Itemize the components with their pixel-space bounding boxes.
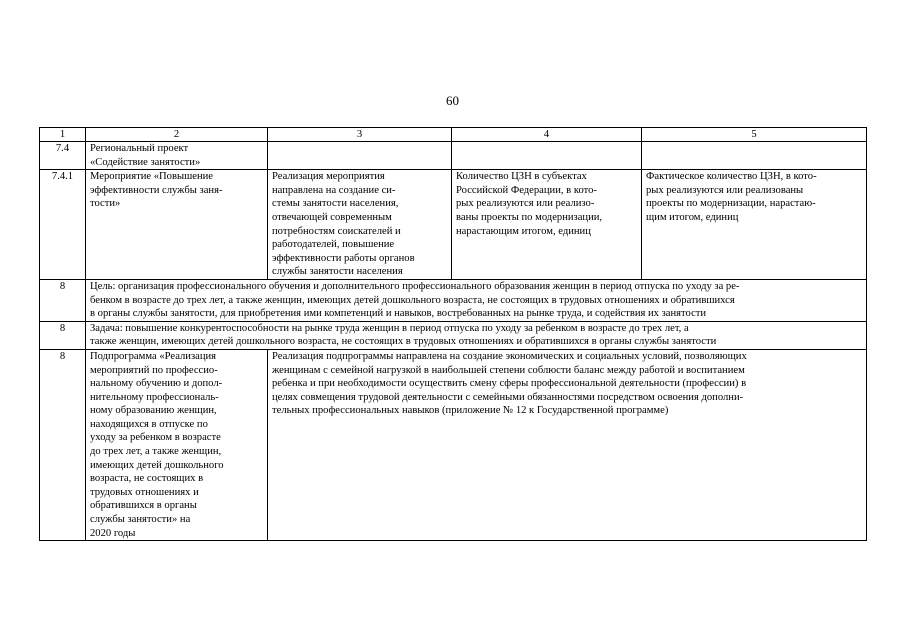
row-indicator	[452, 142, 642, 170]
subprogram-description: Реализация подпрограммы направлена на создание экономических и социальных условий, позволяющих женщинам с семейной нагрузкой в наибольшей степени соблюсти баланс между работой и воспитанием ребенка и при необходимости осуществить смену сферы профессиональной деятельности (профессии) в целях совмещения трудовой деятельности с семейными обязанностями посредством освоения дополни- тельных профессиональных навыков (приложение № 12 к Государственной программе)	[268, 349, 867, 540]
goal-text: Цель: организация профессионального обучения и дополнительного профессионального образования женщин в период отпуска по уходу за ре- бенком в возрасте до трех лет, а также женщин, имеющих детей дошкольного возраста, не состоящих в трудовых отношениях и обратившихся в органы службы занятости, для приобретения ими компетенций и навыков, востребованных на рынке труда, и содействия их занятости	[86, 279, 867, 321]
subprogram-title: Подпрограмма «Реализация мероприятий по профессио- нальному обучению и допол- нительному профессиональ- ному образованию женщин, находящихся в отпуске по уходу за ребенком в возрасте до трех лет, а также женщин, имеющих детей дошкольного возраста, не состоящих в трудовых отношениях и обратившихся в органы службы занятости» на 2020 годы	[86, 349, 268, 540]
row-number: 7.4.1	[40, 170, 86, 280]
table-row-task	[40, 321, 867, 349]
row-number: 7.4	[40, 142, 86, 170]
header-cell-4: 4	[452, 128, 642, 142]
page-number: 60	[446, 93, 459, 108]
table-row-subprogram	[40, 349, 867, 540]
table-header-row	[40, 128, 867, 142]
row-title: Мероприятие «Повышение эффективности службы заня- тости»	[86, 170, 268, 280]
row-number: 8	[40, 321, 86, 349]
table-row-regional-project	[40, 142, 867, 170]
row-measure: Фактическое количество ЦЗН, в кото- рых реализуются или реализованы проекты по модернизации, нарастаю- щим итогом, единиц	[642, 170, 867, 280]
row-number: 8	[40, 349, 86, 540]
task-text: Задача: повышение конкурентоспособности на рынке труда женщин в период отпуска по уходу за ребенком в возрасте до трех лет, а также женщин, имеющих детей дошкольного возраста, не состоящих в трудовых отношениях и обратившихся в органы службы занятости	[86, 321, 867, 349]
row-number: 8	[40, 279, 86, 321]
header-cell-1: 1	[40, 128, 86, 142]
table-row-goal	[40, 279, 867, 321]
row-indicator: Количество ЦЗН в субъектах Российской Федерации, в кото- рых реализуются или реализо- ваны проекты по модернизации, нарастающим итогом, единиц	[452, 170, 642, 280]
row-description	[268, 142, 452, 170]
row-title: Региональный проект «Содействие занятости»	[86, 142, 268, 170]
row-measure	[642, 142, 867, 170]
header-cell-2: 2	[86, 128, 268, 142]
program-table	[39, 127, 867, 541]
header-cell-5: 5	[642, 128, 867, 142]
header-cell-3: 3	[268, 128, 452, 142]
table-row-event	[40, 170, 867, 280]
row-description: Реализация мероприятия направлена на создание си- стемы занятости населения, отвечающей современным потребностям соискателей и работодателей, повышение эффективности работы органов службы занятости населения	[268, 170, 452, 280]
